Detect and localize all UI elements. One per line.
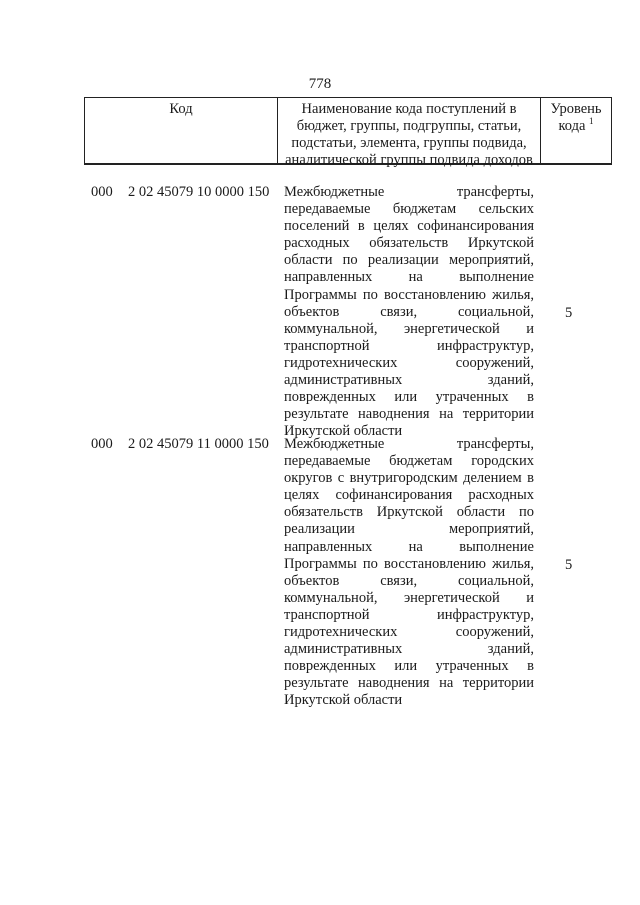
- header-code: Код: [85, 98, 278, 163]
- admin-code: 000: [91, 436, 113, 452]
- table-header: [84, 97, 612, 168]
- admin-code: 000: [91, 184, 113, 200]
- page-number: 778: [308, 76, 332, 92]
- revenue-description: Межбюджетные трансферты, передаваемые бюджетам городских округов с внутригородским делением в целях софинансирования расходных обязательств Иркутской области по реализации мероприятий, направленных на выполнение Программы по восстановлению жилья, объектов связи, социальной, коммунальной, энергетической и транспортной инфраструктур, гидротехнических сооружений, административных зданий, поврежденных или утраченных в результате наводнения на территории Иркутской области: [284, 436, 534, 709]
- code-level: 5: [565, 305, 573, 321]
- revenue-description: Межбюджетные трансферты, передаваемые бюджетам сельских поселений в целях софинансирования расходных обязательств Иркутской области по реализации мероприятий, направленных на выполнение Программы по восстановлению жилья, объектов связи, социальной, коммунальной, энергетической и транспортной инфраструктур, гидротехнических сооружений, административных зданий, поврежденных или утраченных в результате наводнения на территории Иркутской области: [284, 184, 534, 440]
- header-name: Наименование кода поступлений в бюджет, группы, подгруппы, статьи, подстатьи, элемента, группы подвида, аналитической группы подвида доходов: [278, 98, 541, 163]
- revenue-code: 2 02 45079 10 0000 150: [128, 184, 270, 200]
- header-level: [541, 98, 611, 163]
- code-level: 5: [565, 557, 573, 573]
- header-level-footnote: 1: [589, 116, 594, 127]
- revenue-code: 2 02 45079 11 0000 150: [128, 436, 269, 452]
- header-level-label: Уровень кода: [550, 101, 602, 134]
